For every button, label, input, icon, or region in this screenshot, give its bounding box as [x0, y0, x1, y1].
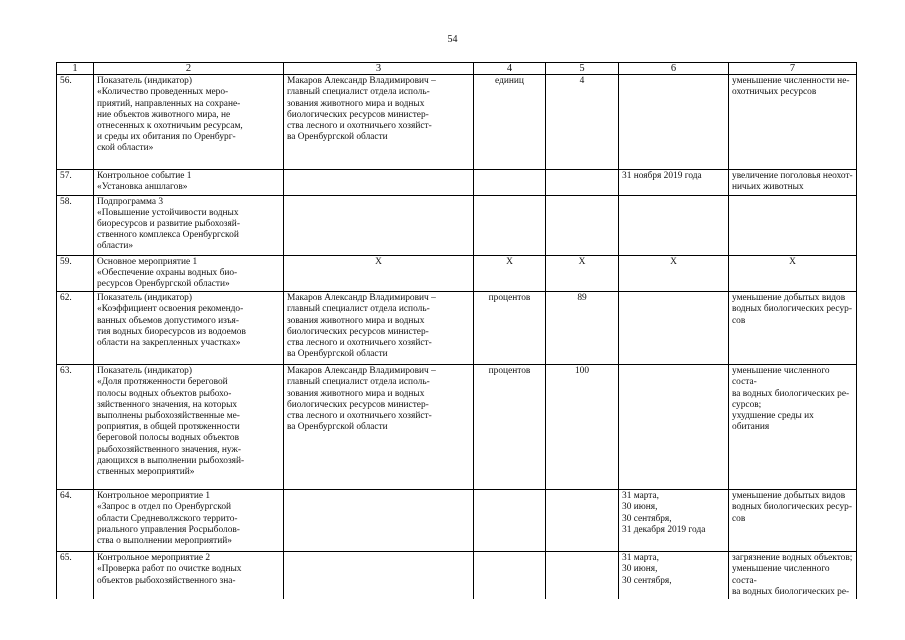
header-col-6: 6 [619, 63, 729, 75]
row-consequence [729, 195, 857, 255]
row-value [546, 552, 619, 599]
row-unit [474, 552, 546, 599]
table-row [57, 552, 857, 599]
row-value: 100 [546, 365, 619, 490]
row-value: 4 [546, 75, 619, 170]
header-row [57, 63, 857, 75]
row-number: 57. [57, 170, 94, 195]
row-date: 31 марта, 30 июня, 30 сентября, [619, 552, 729, 599]
row-unit: единиц [474, 75, 546, 170]
row-name: Контрольное мероприятие 2 «Проверка работ по очистке водных объектов рыбохозяйственного зна- [94, 552, 284, 599]
row-responsible: Х [284, 255, 474, 292]
row-date [619, 75, 729, 170]
row-unit [474, 195, 546, 255]
row-consequence: Х [729, 255, 857, 292]
table-row [57, 490, 857, 552]
header-col-3: 3 [284, 63, 474, 75]
row-responsible [284, 195, 474, 255]
row-number: 62. [57, 292, 94, 365]
row-number: 58. [57, 195, 94, 255]
row-date [619, 195, 729, 255]
row-name: Контрольное мероприятие 1 «Запрос в отдел по Оренбургской области Средневолжского террито- риального управления Росрыболов- ства о выполнении мероприятий» [94, 490, 284, 552]
row-unit [474, 490, 546, 552]
row-value [546, 490, 619, 552]
row-name: Контрольное событие 1 «Установка аншлагов» [94, 170, 284, 195]
row-name: Подпрограмма 3 «Повышение устойчивости водных биоресурсов и развитие рыбохозяй- ственного комплекса Оренбургской области» [94, 195, 284, 255]
header-col-4: 4 [474, 63, 546, 75]
row-unit: Х [474, 255, 546, 292]
row-date: 31 марта, 30 июня, 30 сентября, 31 декабря 2019 года [619, 490, 729, 552]
row-number: 56. [57, 75, 94, 170]
row-responsible [284, 170, 474, 195]
document-table [56, 62, 857, 599]
header-col-1: 1 [57, 63, 94, 75]
row-responsible: Макаров Александр Владимирович – главный специалист отдела исполь- зования животного мира и водных биологических ресурсов министер- ства лесного и охотничьего хозяйст- ва Оренбургской области [284, 75, 474, 170]
row-date: Х [619, 255, 729, 292]
row-consequence: уменьшение добытых видов водных биологических ресур- сов [729, 490, 857, 552]
row-unit: процентов [474, 365, 546, 490]
row-consequence: уменьшение численности не- охотничьих ресурсов [729, 75, 857, 170]
row-date [619, 365, 729, 490]
header-col-2: 2 [94, 63, 284, 75]
table-row [57, 195, 857, 255]
row-unit [474, 170, 546, 195]
row-number: 65. [57, 552, 94, 599]
row-responsible [284, 552, 474, 599]
row-responsible: Макаров Александр Владимирович – главный специалист отдела исполь- зования животного мира и водных биологических ресурсов министер- ства лесного и охотничьего хозяйст- ва Оренбургской области [284, 365, 474, 490]
row-consequence: уменьшение численного соста- ва водных биологических ре- сурсов; ухудшение среды их обитания [729, 365, 857, 490]
row-value [546, 195, 619, 255]
table-row [57, 292, 857, 365]
row-number: 59. [57, 255, 94, 292]
row-responsible: Макаров Александр Владимирович – главный специалист отдела исполь- зования животного мира и водных биологических ресурсов министер- ства лесного и охотничьего хозяйст- ва Оренбургской области [284, 292, 474, 365]
row-name: Основное мероприятие 1 «Обеспечение охраны водных био- ресурсов Оренбургской области» [94, 255, 284, 292]
row-consequence: уменьшение добытых видов водных биологических ресур- сов [729, 292, 857, 365]
table-row [57, 170, 857, 195]
table-row [57, 75, 857, 170]
header-col-7: 7 [729, 63, 857, 75]
row-value [546, 170, 619, 195]
row-date [619, 292, 729, 365]
row-name: Показатель (индикатор) «Доля протяженности береговой полосы водных объектов рыбохо- зяйственного значения, на которых выполнены рыбохозяйственные ме- роприятия, в общей протяженности береговой полосы водных объектов рыбохозяйственного значения, нуж- дающихся в выполнении рыбохозяй- ственных мероприятий» [94, 365, 284, 490]
row-name: Показатель (индикатор) «Количество проведенных меро- приятий, направленных на сохране- ние объектов животного мира, не отнесенных к охотничьим ресурсам, и среды их обитания по Оренбург- ской области» [94, 75, 284, 170]
row-number: 63. [57, 365, 94, 490]
table-row [57, 365, 857, 490]
row-consequence: увеличение поголовья неохот- ничьих животных [729, 170, 857, 195]
table-row [57, 255, 857, 292]
row-number: 64. [57, 490, 94, 552]
row-value: 89 [546, 292, 619, 365]
row-value: Х [546, 255, 619, 292]
row-consequence: загрязнение водных объектов; уменьшение численного соста- ва водных биологических ре- [729, 552, 857, 599]
header-col-5: 5 [546, 63, 619, 75]
row-name: Показатель (индикатор) «Коэффициент освоения рекомендо- ванных объемов допустимого изъя- тия водных биоресурсов из водоемов области на закрепленных участках» [94, 292, 284, 365]
row-unit: процентов [474, 292, 546, 365]
row-date: 31 ноября 2019 года [619, 170, 729, 195]
page-number: 54 [447, 34, 458, 45]
row-responsible [284, 490, 474, 552]
